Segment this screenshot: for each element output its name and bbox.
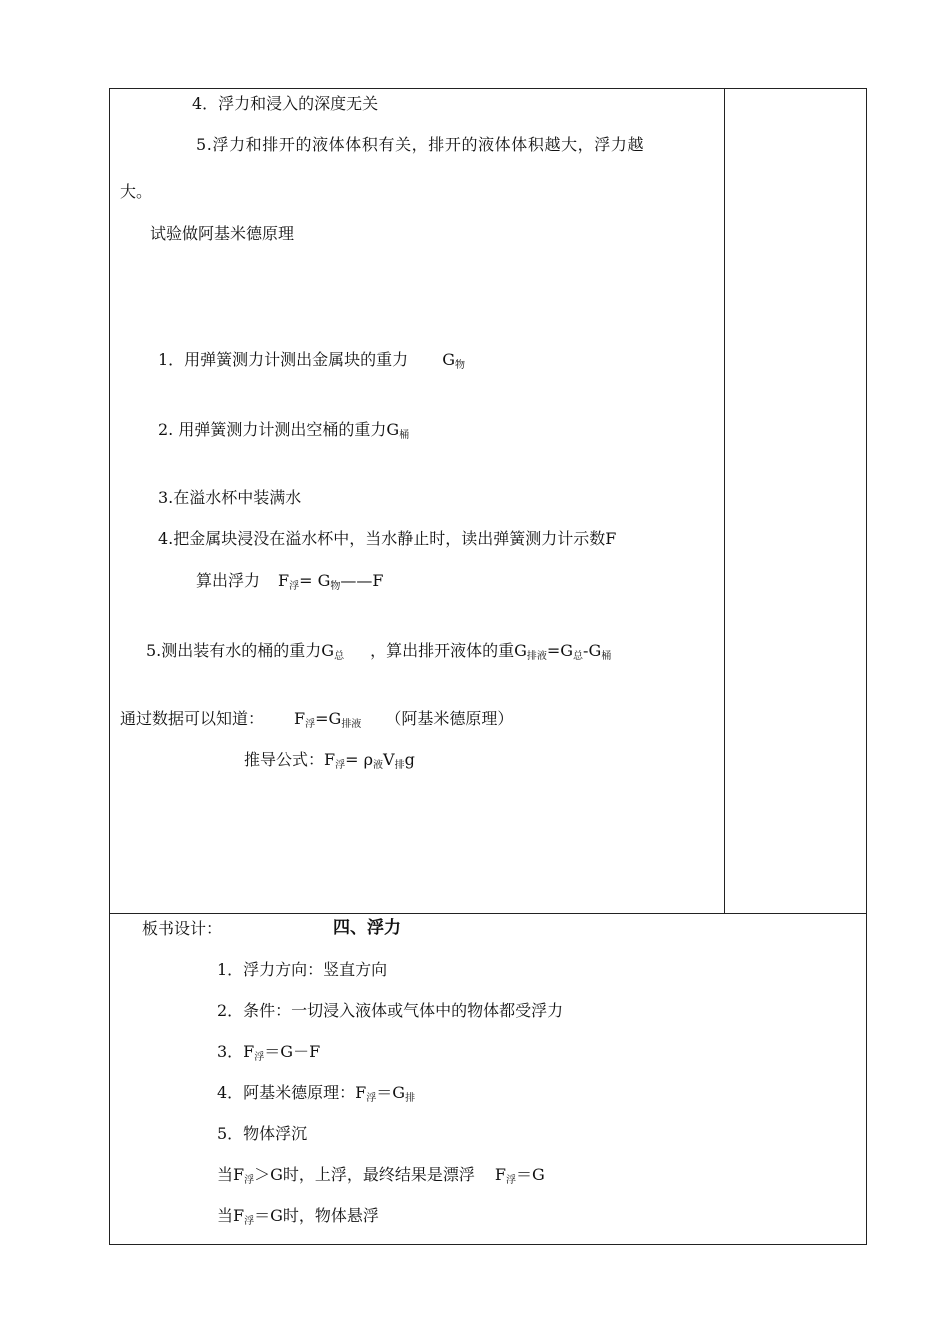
column-divider: [724, 88, 725, 914]
board-title: 四、浮力: [333, 918, 401, 938]
derived-formula: 推导公式：$F_浮= \rho_液V_排g$: [244, 750, 415, 771]
step-1: 1．用弹簧测力计测出金属块的重力 $G_物$: [158, 350, 465, 371]
board-float-up: 当$F_浮>G$时，上浮，最终结果是漂浮 $F_浮=G$: [217, 1165, 545, 1186]
board-item-4: 4．阿基米德原理：$F_浮=G_排$: [217, 1083, 416, 1104]
conclusion: 通过数据可以知道： $F_浮=G_{排液}$ （阿基米德原理）: [120, 709, 514, 730]
step-3: 3.在溢水杯中装满水: [158, 488, 302, 507]
board-item-5: 5．物体浮沉: [217, 1124, 308, 1143]
board-item-2: 2．条件：一切浸入液体或气体中的物体都受浮力: [217, 1001, 564, 1020]
board-suspend: 当$F_浮=G$时，物体悬浮: [217, 1206, 379, 1227]
point-4: 4．浮力和浸入的深度无关: [192, 94, 379, 113]
board-item-1: 1．浮力方向：竖直方向: [217, 960, 388, 979]
step-2: 2. 用弹簧测力计测出空桶的重力$G_桶$: [158, 420, 410, 441]
step-5: 5.测出装有水的桶的重力$G_总$ ，算出排开液体的重$G_{排液}=G_总-G_桶$: [146, 641, 612, 662]
step-4-calc: 算出浮力 $F_浮=$ $G_物——F$: [196, 571, 384, 592]
board-label: 板书设计：: [142, 919, 223, 938]
row-divider: [109, 913, 867, 914]
experiment-title: 试验做阿基米德原理: [150, 224, 295, 243]
point-5-line-2: 大。: [120, 182, 153, 201]
point-5-line-1: 5.浮力和排开的液体体积有关，排开的液体体积越大，浮力越: [196, 135, 645, 154]
board-item-3: 3．$F_浮=G-F$: [217, 1042, 321, 1063]
step-4: 4.把金属块浸没在溢水杯中，当水静止时，读出弹簧测力计示数F: [158, 529, 617, 548]
